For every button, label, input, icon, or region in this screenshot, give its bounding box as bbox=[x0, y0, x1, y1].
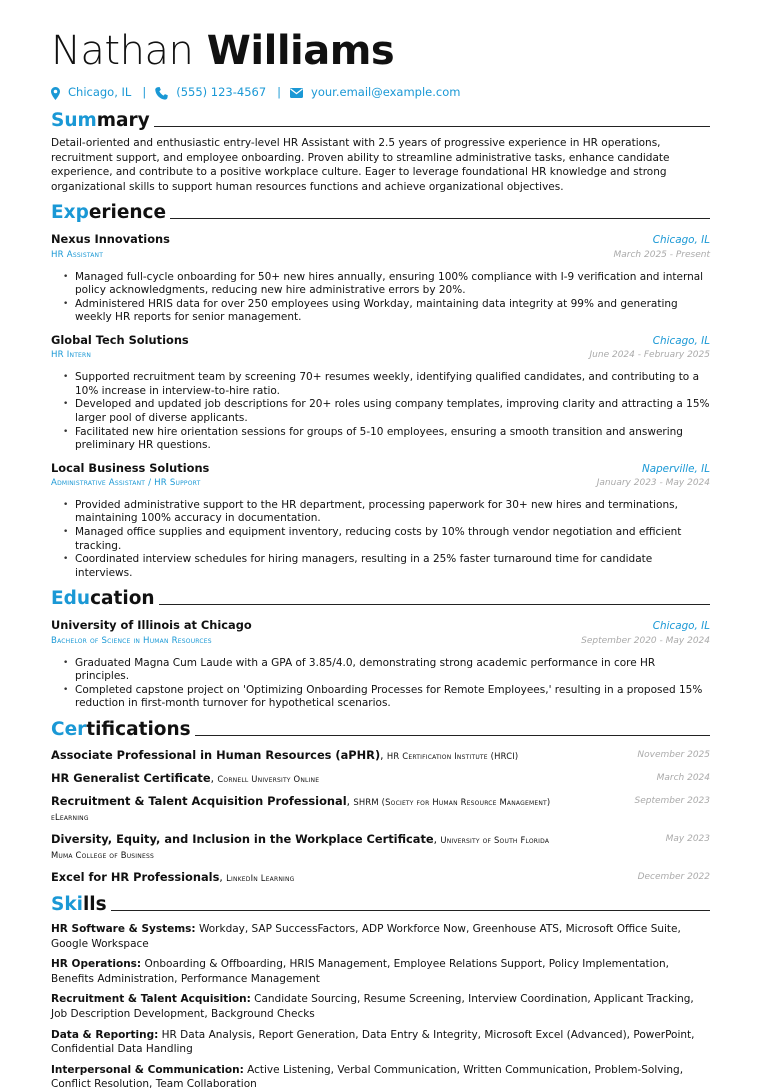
entry-dates: September 2020 - May 2024 bbox=[581, 635, 710, 646]
certification-date: March 2024 bbox=[656, 773, 710, 783]
skill-category: HR Software & Systems: bbox=[51, 923, 196, 935]
bullet-item: • Coordinated interview schedules for hiring managers, resulting in a 25% faster turnaround time for candidate interviews. bbox=[63, 553, 710, 580]
section-title-summary: Summary bbox=[51, 110, 150, 131]
certification-date: May 2023 bbox=[665, 834, 710, 844]
certification-date: December 2022 bbox=[637, 872, 710, 882]
entry-location: Chicago, IL bbox=[652, 234, 710, 247]
email-link[interactable]: your.email@example.com bbox=[311, 85, 461, 100]
skill-items: Candidate Sourcing, Resume Screening, Interview Coordination, Applicant Tracking, Job Description Development, Background Checks bbox=[51, 993, 694, 1020]
skill-items: HR Data Analysis, Report Generation, Data Entry & Integrity, Microsoft Excel (Advanced), PowerPoint, Confidential Data Handling bbox=[51, 1028, 695, 1056]
certification-item bbox=[51, 771, 710, 787]
organization-name: Nexus Innovations bbox=[51, 232, 170, 247]
certification-issuer: Cornell University Online bbox=[217, 774, 320, 784]
skill-items: Onboarding & Offboarding, HRIS Management, Employee Relations Support, Policy Implementation, Benefits Administration, Performance Management bbox=[51, 958, 670, 985]
skill-row bbox=[51, 1063, 710, 1092]
bullet-item: • Provided administrative support to the HR department, processing paperwork for 30+ new hires and terminations, maintaining 100% accuracy in documentation. bbox=[63, 499, 710, 526]
section-education bbox=[51, 588, 710, 610]
entry-role: HR Intern bbox=[51, 350, 92, 361]
experience-entry bbox=[51, 333, 710, 453]
section-rule bbox=[111, 910, 710, 911]
entry-location: Naperville, IL bbox=[641, 462, 710, 475]
section-certifications bbox=[51, 719, 710, 741]
certification-date: November 2025 bbox=[637, 750, 710, 760]
certification-list bbox=[51, 748, 710, 886]
contact-location bbox=[51, 85, 131, 101]
entry-dates: January 2023 - May 2024 bbox=[596, 478, 710, 489]
bullet-item: • Completed capstone project on 'Optimizing Onboarding Processes for Remote Employees,' resulting in a proposed 15% reduction in first-month turnover for hypothetical scenarios. bbox=[63, 684, 710, 711]
contact-bar bbox=[51, 85, 710, 101]
organization-name: Local Business Solutions bbox=[51, 460, 210, 475]
entry-dates: March 2025 - Present bbox=[613, 249, 710, 260]
experience-entry bbox=[51, 461, 710, 581]
contact-email[interactable] bbox=[290, 85, 460, 101]
section-rule bbox=[159, 604, 710, 605]
entry-header bbox=[51, 333, 710, 349]
entry-header bbox=[51, 461, 710, 477]
certification-item bbox=[51, 794, 710, 825]
skill-row bbox=[51, 992, 710, 1021]
entry-subheader bbox=[51, 635, 710, 648]
entry-header bbox=[51, 618, 710, 634]
skill-row bbox=[51, 1028, 710, 1057]
phone-text: (555) 123-4567 bbox=[176, 85, 267, 100]
section-rule bbox=[154, 126, 710, 127]
education-list bbox=[51, 618, 710, 711]
entry-subheader bbox=[51, 249, 710, 262]
envelope-icon bbox=[290, 88, 303, 98]
certification-issuer: LinkedIn Learning bbox=[226, 873, 295, 883]
skill-category: Interpersonal & Communication: bbox=[51, 1063, 244, 1076]
section-title-skills: Skills bbox=[51, 894, 107, 915]
section-rule bbox=[170, 218, 710, 219]
certification-item bbox=[51, 870, 710, 886]
section-summary bbox=[51, 110, 710, 132]
organization-name: University of Illinois at Chicago bbox=[51, 618, 252, 633]
candidate-name bbox=[51, 28, 710, 74]
certification-date: September 2023 bbox=[634, 796, 710, 806]
bullet-item: • Graduated Magna Cum Laude with a GPA of 3.85/4.0, demonstrating strong academic performance in core HR principles. bbox=[63, 657, 710, 684]
entry-role: Administrative Assistant / HR Support bbox=[51, 478, 201, 489]
certification-name: Recruitment & Talent Acquisition Professional bbox=[51, 794, 347, 808]
bullet-item: • Administered HRIS data for over 250 employees using Workday, maintaining data integrity at 99% and generating weekly HR reports for senior management. bbox=[63, 298, 710, 325]
entry-subheader bbox=[51, 477, 710, 490]
certification-text: Associate Professional in Human Resources (aPHR), HR Certification Institute (HRCI) bbox=[51, 748, 519, 762]
bullet-list bbox=[51, 271, 710, 325]
summary-text: Detail-oriented and enthusiastic entry-level HR Assistant with 2.5 years of progressive experience in HR operations, recruitment support, and employee onboarding. Proven ability to streamline administrative tasks, enhance candidate experience, and contribute to a positive workplace culture. Eager to leverage foundational HR knowledge and strong organizational skills to support human resources functions and achieve organizational objectives. bbox=[51, 137, 670, 193]
bullet-item: • Managed office supplies and equipment inventory, reducing costs by 10% through vendor negotiation and efficient tracking. bbox=[63, 526, 710, 553]
section-experience bbox=[51, 202, 710, 224]
entry-role: HR Assistant bbox=[51, 249, 104, 260]
section-skills bbox=[51, 894, 710, 916]
experience-entry bbox=[51, 232, 710, 325]
bullet-list bbox=[51, 499, 710, 581]
last-name: Williams bbox=[206, 28, 395, 74]
bullet-list bbox=[51, 657, 710, 711]
contact-separator: | bbox=[142, 85, 147, 100]
section-rule bbox=[195, 735, 710, 736]
phone-icon bbox=[155, 87, 168, 100]
certification-text: Recruitment & Talent Acquisition Professional, SHRM (Society for Human Resource Management) eLearning bbox=[51, 794, 551, 822]
certification-name: HR Generalist Certificate bbox=[51, 771, 211, 785]
skill-category: HR Operations: bbox=[51, 958, 142, 971]
certification-item bbox=[51, 748, 710, 764]
skill-category: Data & Reporting: bbox=[51, 1028, 159, 1041]
location-text: Chicago, IL bbox=[68, 85, 132, 100]
experience-list bbox=[51, 232, 710, 580]
map-pin-icon bbox=[51, 87, 60, 100]
bullet-item: • Facilitated new hire orientation sessions for groups of 5-10 employees, ensuring a smooth transition and answering preliminary HR questions. bbox=[63, 426, 710, 453]
certification-issuer: HR Certification Institute (HRCI) bbox=[386, 751, 519, 761]
section-title-experience: Experience bbox=[51, 202, 167, 224]
certification-name: Associate Professional in Human Resources (aPHR) bbox=[51, 748, 381, 762]
entry-location: Chicago, IL bbox=[652, 620, 710, 633]
skill-items: Active Listening, Verbal Communication, Written Communication, Problem-Solving, Conflict Resolution, Team Collaboration bbox=[51, 1063, 684, 1091]
certification-text: Excel for HR Professionals, LinkedIn Learning bbox=[51, 870, 295, 884]
contact-phone bbox=[155, 85, 266, 101]
entry-role: Bachelor of Science in Human Resources bbox=[51, 635, 212, 646]
entry-location: Chicago, IL bbox=[652, 334, 710, 347]
certification-issuer: University of South Florida Muma College of Business bbox=[51, 835, 550, 860]
certification-text: HR Generalist Certificate, Cornell University Online bbox=[51, 771, 320, 785]
contact-separator: | bbox=[277, 85, 282, 100]
certification-text: Diversity, Equity, and Inclusion in the Workplace Certificate, University of South Florida Muma College of Business bbox=[51, 832, 550, 860]
entry-header bbox=[51, 232, 710, 248]
skill-list bbox=[51, 922, 710, 1092]
bullet-item: • Managed full-cycle onboarding for 50+ new hires annually, ensuring 100% compliance with I-9 verification and internal policy acknowledgments, reducing new hire administrative errors by 20%. bbox=[63, 271, 710, 298]
section-title-education: Education bbox=[51, 588, 155, 610]
certification-name: Diversity, Equity, and Inclusion in the Workplace Certificate bbox=[51, 832, 434, 846]
entry-subheader bbox=[51, 349, 710, 362]
organization-name: Global Tech Solutions bbox=[51, 332, 189, 347]
certification-item bbox=[51, 832, 710, 863]
certification-name: Excel for HR Professionals bbox=[51, 870, 220, 884]
skill-row bbox=[51, 922, 710, 951]
section-title-certifications: Certifications bbox=[51, 719, 191, 740]
bullet-item: • Developed and updated job descriptions for 20+ roles using company templates, improving clarity and attracting a 15% larger pool of diverse applicants. bbox=[63, 398, 710, 425]
first-name: Nathan bbox=[51, 28, 194, 74]
skill-category: Recruitment & Talent Acquisition: bbox=[51, 993, 251, 1006]
bullet-item: • Supported recruitment team by screening 70+ resumes weekly, identifying qualified candidates, and contributing to a 10% increase in interview-to-hire ratio. bbox=[63, 371, 710, 398]
entry-dates: June 2024 - February 2025 bbox=[589, 350, 710, 361]
certification-issuer: SHRM (Society for Human Resource Management) eLearning bbox=[51, 797, 551, 822]
education-entry bbox=[51, 618, 710, 711]
bullet-list bbox=[51, 371, 710, 453]
skill-row bbox=[51, 957, 710, 986]
skill-items: Workday, SAP SuccessFactors, ADP Workforce Now, Greenhouse ATS, Microsoft Office Suite, Google Workspace bbox=[51, 923, 681, 950]
